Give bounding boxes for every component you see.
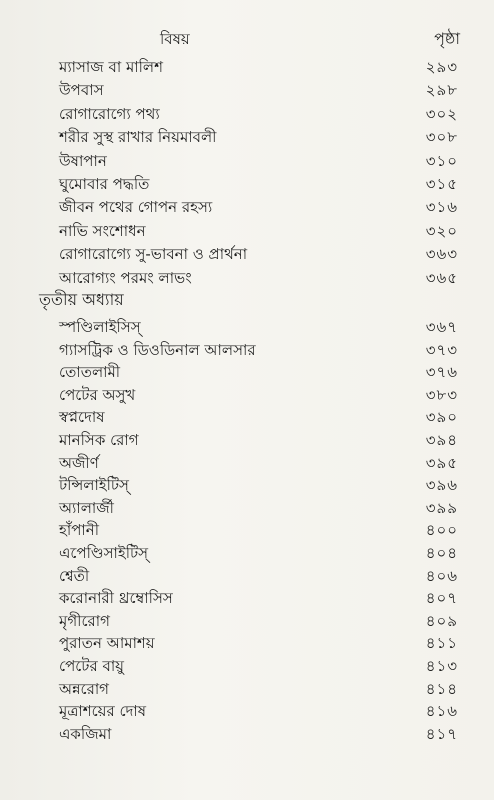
entry-page-number: ৪১৪ <box>425 679 458 698</box>
entry-page-number: ৩৯৪ <box>425 430 458 449</box>
entry-page-number: ৪১৩ <box>425 656 458 675</box>
entry-page-number: ৩৯০ <box>425 408 458 427</box>
entry-page-number: ৩৯৯ <box>425 498 458 517</box>
entry-title: স্বপ্নদোষ <box>59 408 105 427</box>
contents-row <box>0 150 494 173</box>
entry-page-number: ৪০৬ <box>425 566 458 585</box>
entry-page-number: ৩৯৫ <box>425 453 458 472</box>
contents-row <box>0 103 494 126</box>
contents-row <box>0 497 494 520</box>
contents-row <box>0 196 494 219</box>
entry-page-number: ৩১০ <box>425 151 458 170</box>
entry-title: অন্নরোগ <box>59 679 110 698</box>
entry-title: একজিমা <box>59 724 112 743</box>
entry-title: ম্যাসাজ বা মালিশ <box>59 58 163 76</box>
contents-row <box>0 678 494 701</box>
entry-page-number: ৩২০ <box>425 221 458 240</box>
entry-page-number: ২৯৮ <box>425 81 458 100</box>
entry-page-number: ৩১৫ <box>425 174 458 193</box>
contents-header <box>0 28 494 52</box>
entry-page-number: ৩০২ <box>425 104 458 123</box>
entry-page-number: ৪০৭ <box>425 589 458 608</box>
contents-row <box>0 384 494 407</box>
contents-list-section-2 <box>0 316 494 745</box>
contents-row <box>0 519 494 542</box>
contents-row <box>0 565 494 588</box>
entry-title: উষাপান <box>59 151 107 170</box>
contents-row <box>0 610 494 633</box>
contents-row <box>0 542 494 565</box>
subject-column-heading: বিষয় <box>160 30 190 48</box>
entry-title: গ্যাসট্রিক ও ডিওডিনাল আলসার <box>59 340 256 359</box>
page-column-heading: পৃষ্ঠা <box>434 29 460 48</box>
entry-page-number: ৩৭৬ <box>425 363 458 382</box>
contents-row <box>0 126 494 149</box>
entry-title: নাভি সংশোধন <box>59 221 146 240</box>
entry-title: এপেণ্ডিসাইটিস্ <box>59 543 149 562</box>
contents-row <box>0 429 494 452</box>
entry-page-number: ৩৮৩ <box>425 385 458 404</box>
entry-title: পেটের বায়ু <box>59 656 125 675</box>
entry-title: পেটের অসুখ <box>59 385 136 404</box>
entry-title: মানসিক রোগ <box>59 430 139 449</box>
entry-title: অজীর্ণ <box>59 453 99 472</box>
contents-row <box>0 474 494 497</box>
contents-row <box>0 406 494 429</box>
contents-row <box>0 243 494 266</box>
contents-row <box>0 632 494 655</box>
entry-title: মূত্রাশয়ের দোষ <box>59 702 147 721</box>
entry-page-number: ৪১১ <box>425 634 458 653</box>
entry-title: রোগারোগ্যে সু-ভাবনা ও প্রার্থনা <box>59 245 248 264</box>
entry-page-number: ২৯৩ <box>425 58 458 76</box>
contents-list-section-1 <box>0 56 494 290</box>
entry-page-number: ৩৬৫ <box>425 268 458 287</box>
entry-page-number: ৪০৪ <box>425 543 458 562</box>
entry-title: আরোগ্যং পরমং লাভং <box>59 268 192 287</box>
entry-page-number: ৩৬৩ <box>425 245 458 264</box>
entry-title: পুরাতন আমাশয় <box>59 634 155 653</box>
contents-row <box>0 452 494 475</box>
entry-page-number: ৩১৬ <box>425 198 458 217</box>
entry-page-number: ৩৬৭ <box>425 318 458 336</box>
entry-title: করোনারী থ্রম্বোসিস <box>59 589 173 608</box>
contents-row <box>0 173 494 196</box>
entry-page-number: ৩৯৬ <box>425 476 458 495</box>
entry-title: অ্যালার্জী <box>59 498 114 517</box>
entry-title: ঘুমোবার পদ্ধতি <box>59 174 150 193</box>
contents-row <box>0 700 494 723</box>
entry-title: স্পণ্ডিলাইসিস্ <box>59 318 141 336</box>
entry-page-number: ৪০৯ <box>425 611 458 630</box>
entry-title: মৃগীরোগ <box>59 611 110 630</box>
entry-page-number: ৩০৮ <box>425 128 458 147</box>
entry-title: জীবন পথের গোপন রহস্য <box>59 198 213 217</box>
entry-title: শরীর সুস্থ রাখার নিয়মাবলী <box>59 128 217 147</box>
contents-row <box>0 56 494 79</box>
entry-page-number: ৩৭৩ <box>425 340 458 359</box>
entry-title: রোগারোগ্যে পথ্য <box>59 104 160 123</box>
contents-row <box>0 587 494 610</box>
entry-title: টন্সিলাইটিস্ <box>59 476 129 495</box>
entry-title: হাঁপানী <box>59 521 100 540</box>
contents-row <box>0 655 494 678</box>
contents-row <box>0 723 494 746</box>
chapter-heading: তৃতীয় অধ্যায় <box>39 290 124 309</box>
contents-row <box>0 361 494 384</box>
contents-row <box>0 220 494 243</box>
entry-page-number: ৪০০ <box>425 521 458 540</box>
entry-title: উপবাস <box>59 81 104 100</box>
entry-title: শ্বেতী <box>59 566 90 585</box>
entry-page-number: ৪১৭ <box>425 724 458 743</box>
contents-row <box>0 79 494 102</box>
contents-row <box>0 316 494 339</box>
contents-row <box>0 339 494 362</box>
entry-title: তোতলামী <box>59 363 121 382</box>
entry-page-number: ৪১৬ <box>425 702 458 721</box>
